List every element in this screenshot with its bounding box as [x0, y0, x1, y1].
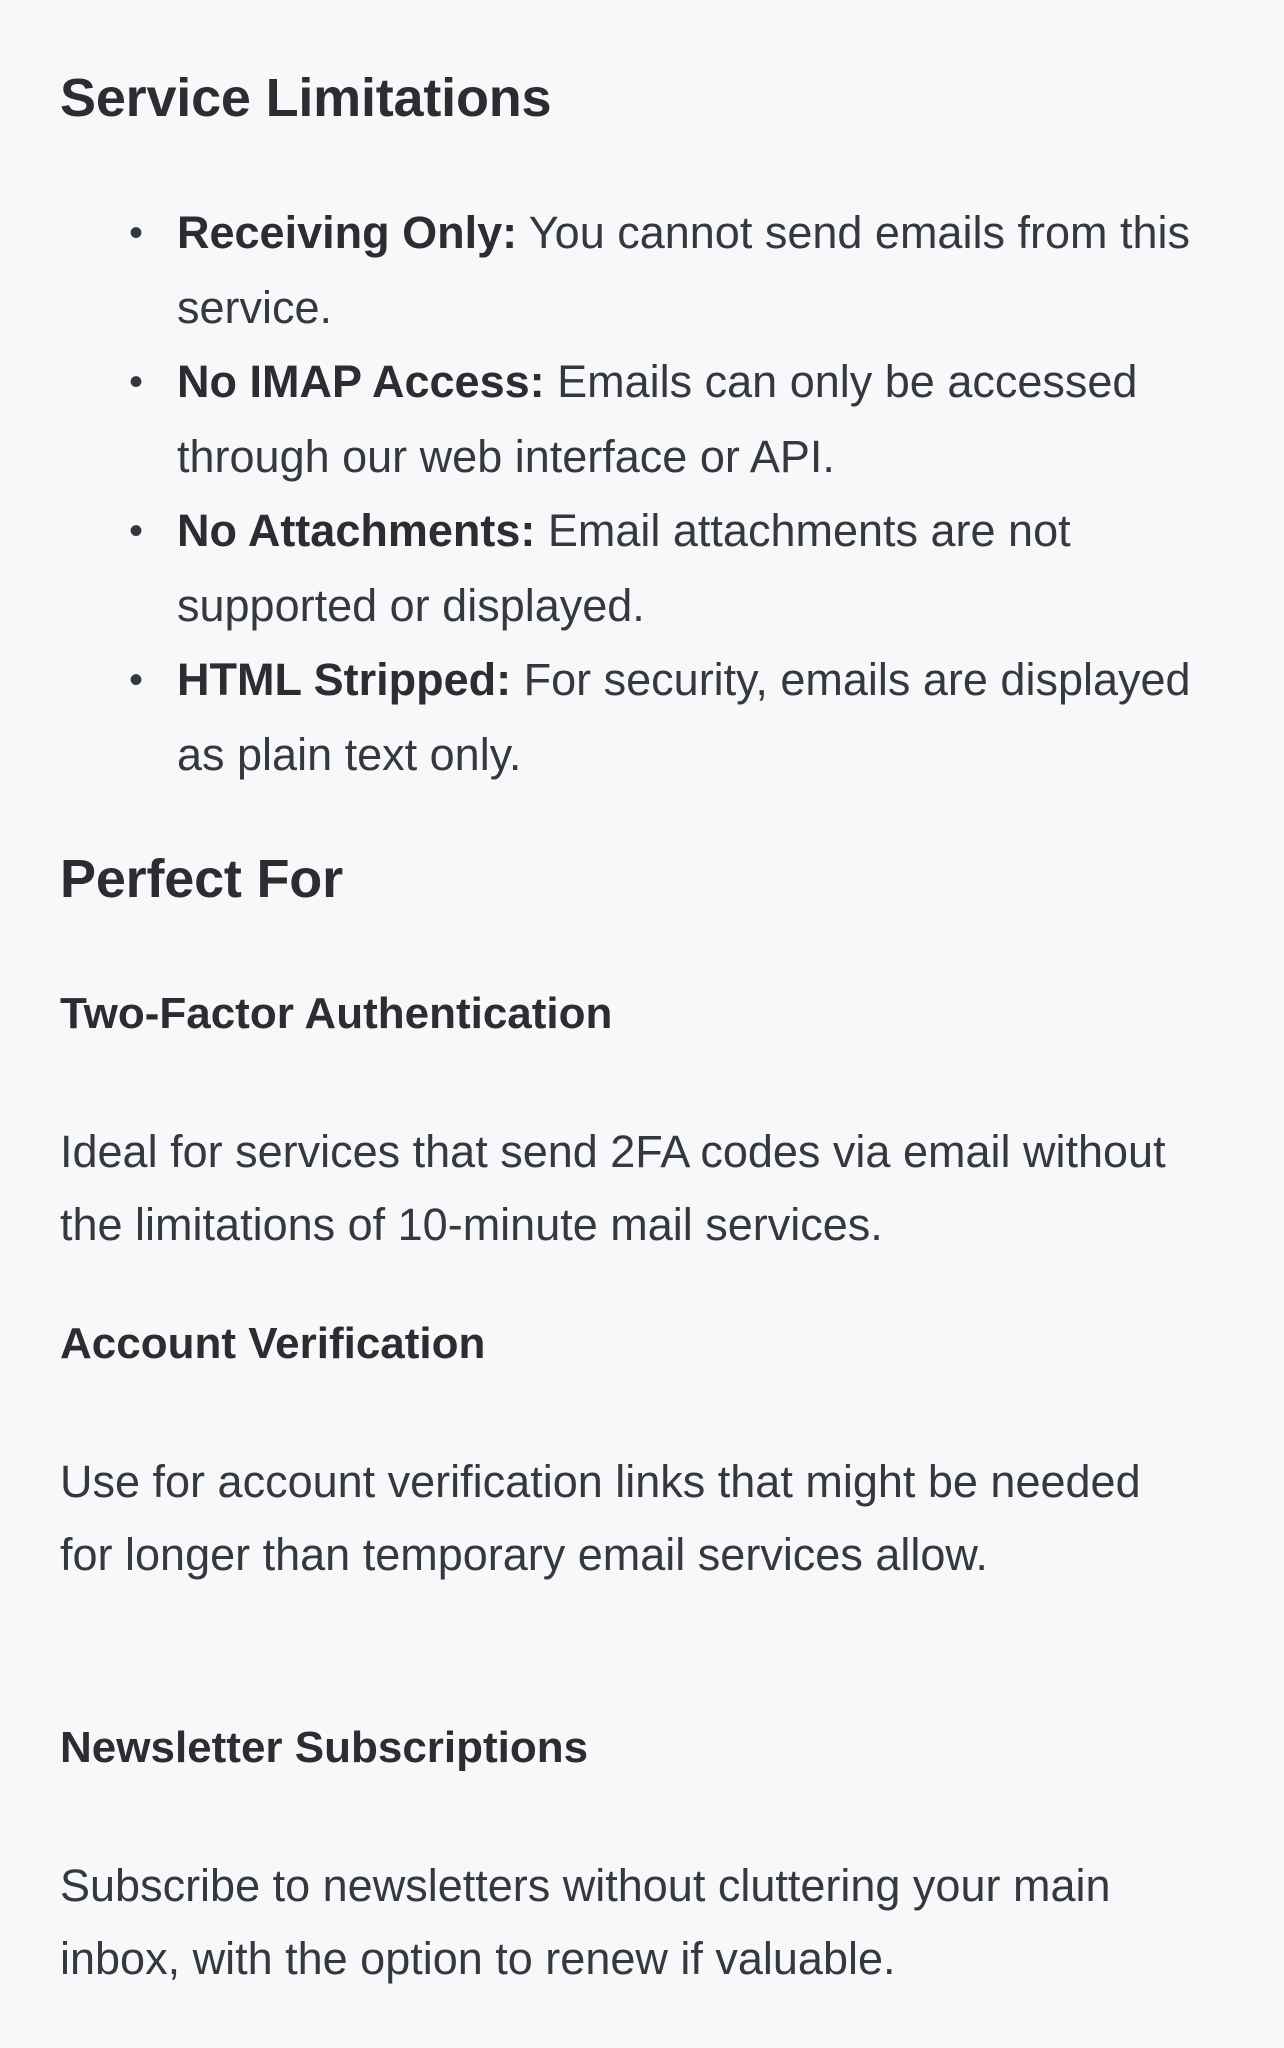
use-case-text-newsletter: Subscribe to newsletters without cluttering your main inbox, with the option to renew if valuable. [60, 1860, 1111, 1984]
perfect-for-heading: Perfect For [60, 849, 343, 909]
limitation-item-receiving-only [129, 196, 1204, 345]
limitation-item-no-attachments [129, 494, 1204, 643]
limitation-label: No Attachments: [177, 505, 536, 556]
bullet-icon: • [129, 211, 144, 255]
use-case-title-two-factor: Two-Factor Authentication [60, 989, 613, 1038]
limitation-text: You cannot send emails from this service. [177, 207, 1190, 333]
limitation-text: Email attachments are not supported or displayed. [177, 505, 1071, 631]
limitation-label: HTML Stripped: [177, 654, 512, 705]
bullet-icon: • [129, 509, 144, 553]
limitations-list [60, 196, 1204, 792]
limitation-label: No IMAP Access: [177, 356, 545, 407]
use-case-title-account-verification: Account Verification [60, 1319, 486, 1368]
limitation-text: Emails can only be accessed through our web interface or API. [177, 356, 1138, 482]
bullet-icon: • [129, 658, 144, 702]
limitation-label: Receiving Only: [177, 207, 518, 258]
limitation-item-no-imap [129, 345, 1204, 494]
use-case-text-two-factor: Ideal for services that send 2FA codes via email without the limitations of 10-minute mail services. [60, 1126, 1166, 1250]
bullet-icon: • [129, 360, 144, 404]
use-case-text-account-verification: Use for account verification links that might be needed for longer than temporary email services allow. [60, 1456, 1141, 1580]
limitation-item-html-stripped [129, 643, 1204, 792]
use-case-title-newsletter: Newsletter Subscriptions [60, 1723, 589, 1772]
limitation-text: For security, emails are displayed as plain text only. [177, 654, 1191, 780]
service-limitations-heading: Service Limitations [60, 68, 552, 128]
